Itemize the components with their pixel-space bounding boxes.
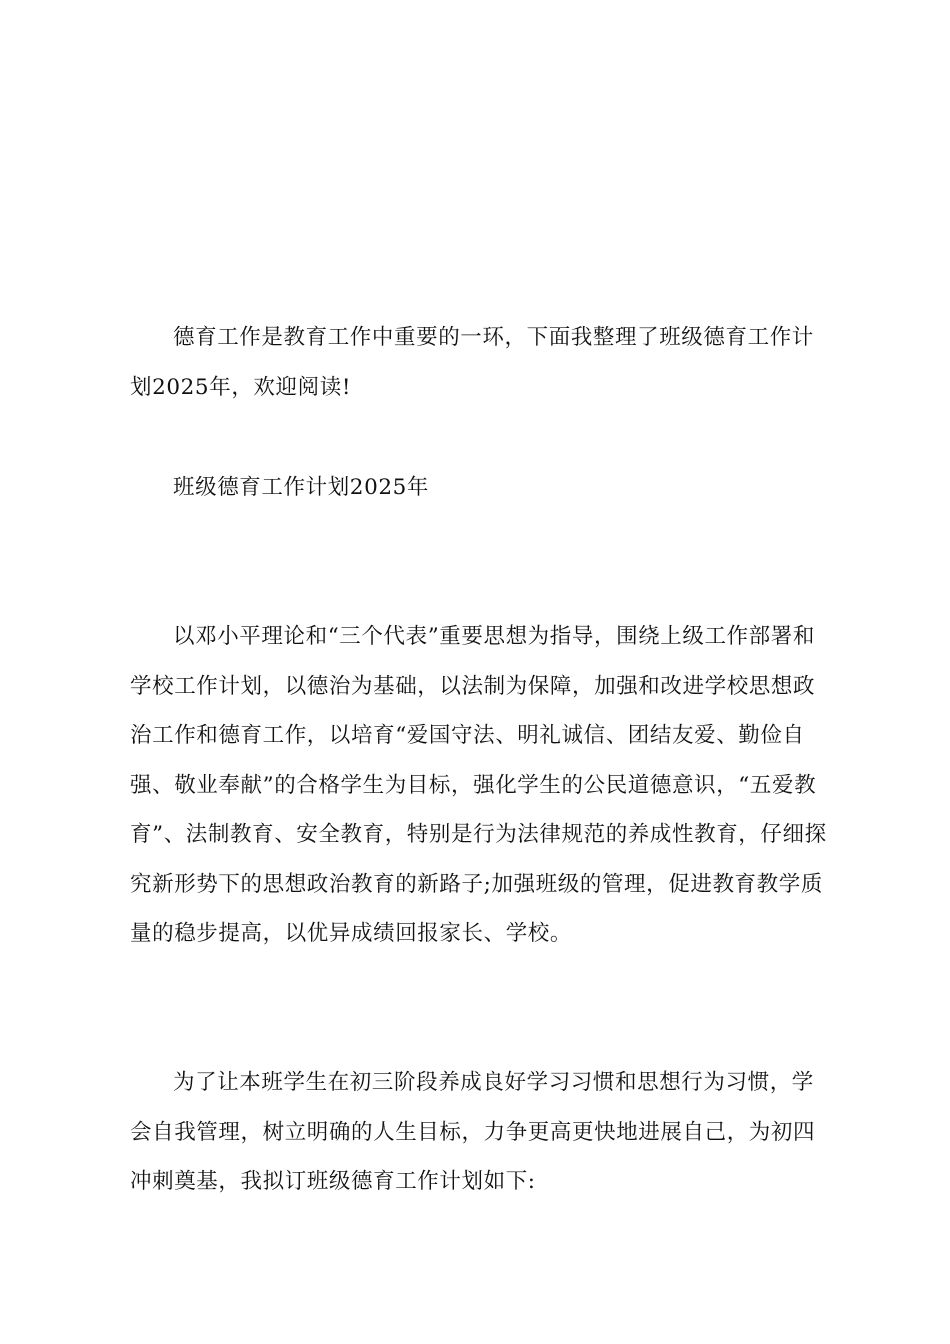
intro-paragraph: 德育工作是教育工作中重要的一环，下面我整理了班级德育工作计划2025年，欢迎阅读!	[130, 325, 814, 400]
document-title: 班级德育工作计划2025年	[173, 475, 430, 500]
body-paragraph-1: 以邓小平理论和“三个代表”重要思想为指导，围绕上级工作部署和学校工作计划，以德治为基础，以法制为保障，加强和改进学校思想政治工作和德育工作，以培育“爱国守法、明礼诚信、团结友爱、勤俭自强、敬业奉献”的合格学生为目标，强化学生的公民道德意识，“五爱教育”、法制教育、安全教育，特别是行为法律规范的养成性教育，仔细探究新形势下的思想政治教育的新路子;加强班级的管理，促进教育教学质量的稳步提高，以优异成绩回报家长、学校。	[130, 624, 827, 946]
body-paragraph-2: 为了让本班学生在初三阶段养成良好学习习惯和思想行为习惯，学会自我管理，树立明确的人生目标，力争更高更快地进展自己，为初四冲刺奠基，我拟订班级德育工作计划如下:	[130, 1070, 816, 1194]
